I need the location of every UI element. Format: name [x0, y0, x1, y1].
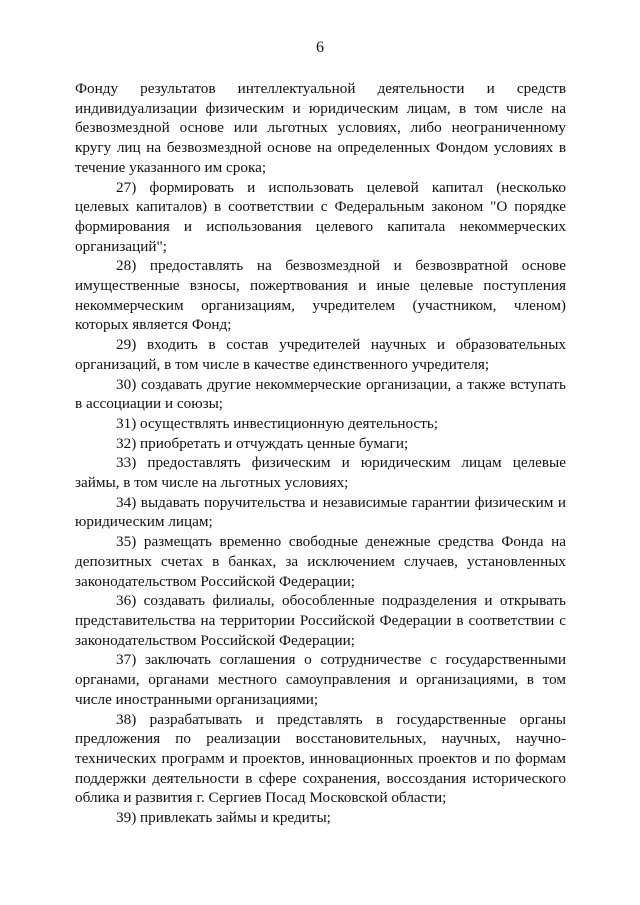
list-item-31: 31) осуществлять инвестиционную деятельность; — [116, 414, 439, 432]
continuation-paragraph: Фонду результатов интеллектуальной деятельности и средств индивидуализации физическим и юридическим лицам, в том числе на безвозмездной основе или льготных условиях, либо неограниченному кругу лиц на безвозмездной основе на определенных Фондом условиях в течение указанного им срока; — [75, 80, 566, 176]
list-item-28: 28) предоставлять на безвозмездной и безвозвратной основе имущественные взносы, пожертвования и иные целевые поступления некоммерческим организациям, учредителем (участником, членом) которых является Фонд; — [75, 257, 566, 334]
page-number: 6 — [316, 39, 324, 56]
document-body — [75, 79, 566, 828]
list-item-34: 34) выдавать поручительства и независимые гарантии физическим и юридическим лицам; — [75, 493, 566, 531]
list-item-27: 27) формировать и использовать целевой капитал (несколько целевых капиталов) в соответствии с Федеральным законом "О порядке формирования и использования целевого капитала некоммерческих организаций"; — [75, 178, 566, 255]
list-item-33: 33) предоставлять физическим и юридическим лицам целевые займы, в том числе на льготных условиях; — [75, 454, 566, 492]
list-item-30: 30) создавать другие некоммерческие организации, а также вступать в ассоциации и союзы; — [75, 375, 566, 413]
list-item-37: 37) заключать соглашения о сотрудничестве с государственными органами, органами местного самоуправления и организациями, в том числе иностранными организациями; — [75, 651, 566, 708]
list-item-35: 35) размещать временно свободные денежные средства Фонда на депозитных счетах в банках, за исключением случаев, установленных законодательством Российской Федерации; — [75, 533, 566, 590]
list-item-36: 36) создавать филиалы, обособленные подразделения и открывать представительства на территории Российской Федерации в соответствии с законодательством Российской Федерации; — [75, 592, 566, 649]
list-item-29: 29) входить в состав учредителей научных и образовательных организаций, в том числе в качестве единственного учредителя; — [75, 336, 566, 373]
list-item-39: 39) привлекать займы и кредиты; — [116, 809, 331, 827]
list-item-32: 32) приобретать и отчуждать ценные бумаги; — [116, 434, 409, 452]
list-item-38: 38) разрабатывать и представлять в государственные органы предложения по реализации восстановительных, научных, научно-технических программ и проектов, инновационных проектов и по формам поддержки деятельности в сфере сохранения, воссоздания исторического облика и развития г. Сергиев Посад Московской области; — [75, 710, 566, 807]
